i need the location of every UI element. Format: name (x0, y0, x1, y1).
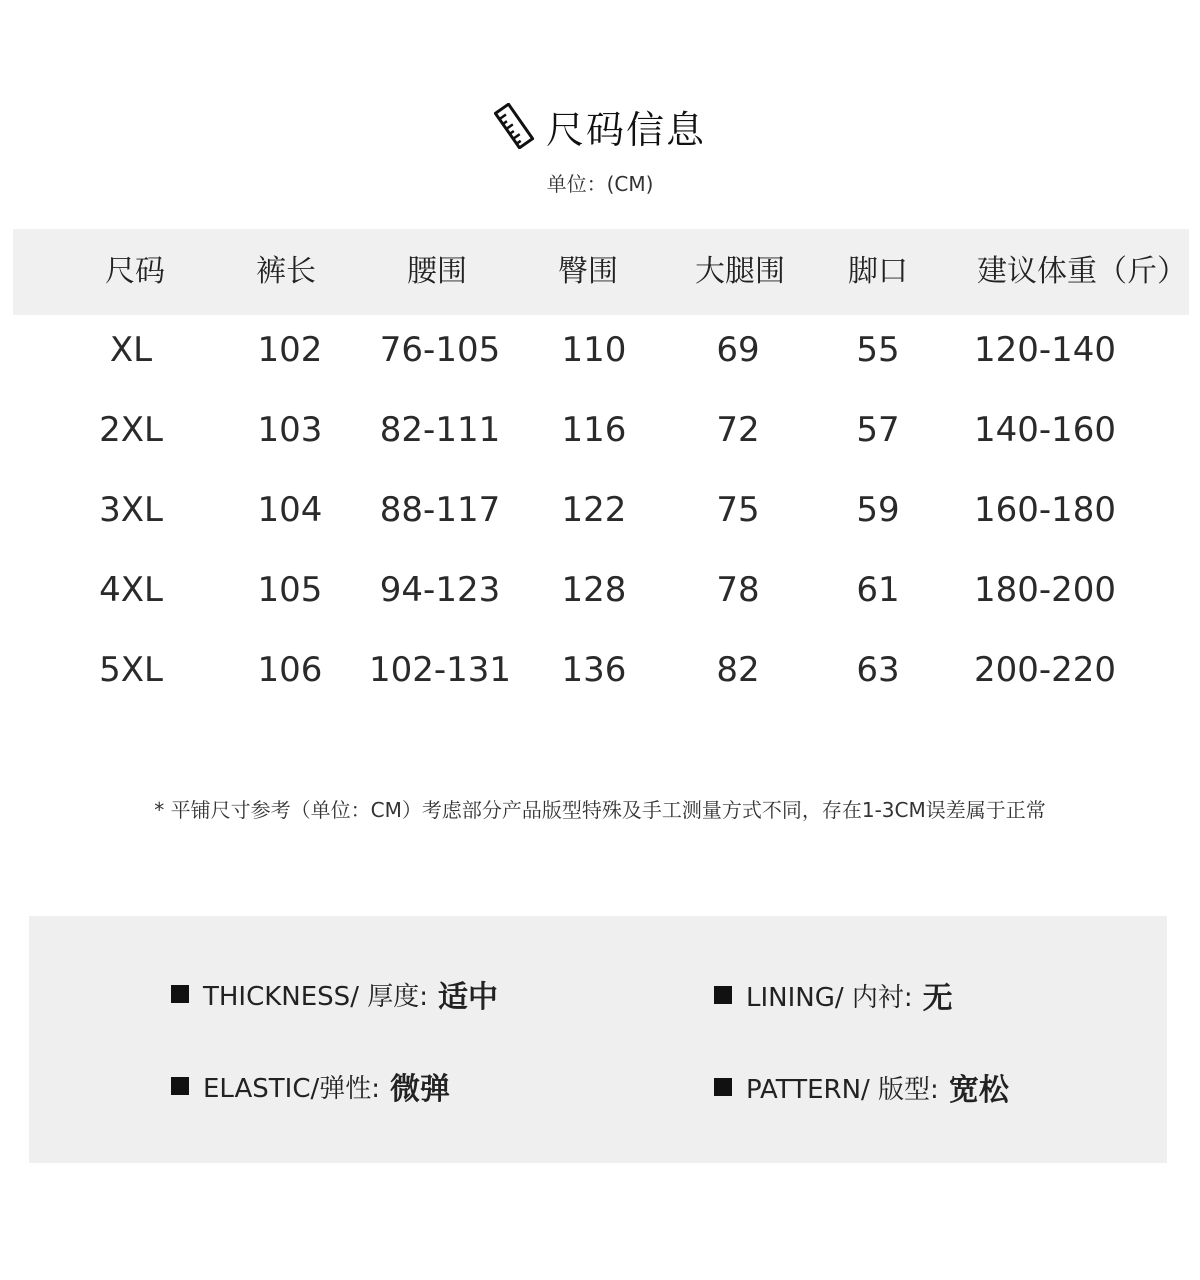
square-bullet-icon (171, 1077, 189, 1095)
table-cell: 104 (257, 490, 323, 530)
square-bullet-icon (171, 985, 189, 1003)
column-header: 臀围 (558, 254, 618, 289)
square-bullet-icon (714, 1078, 732, 1096)
table-cell: 106 (257, 650, 323, 690)
table-cell: 102-131 (368, 650, 512, 690)
table-cell: 3XL (99, 490, 163, 530)
section-title (0, 98, 1200, 154)
column-header: 腰围 (407, 254, 467, 289)
page-title: 尺码信息 (545, 107, 706, 152)
attribute-value: 微弹 (390, 1072, 451, 1107)
table-cell: 136 (561, 650, 627, 690)
table-cell: 180-200 (973, 570, 1117, 610)
attribute-value: 适中 (437, 980, 498, 1015)
table-cell: 105 (257, 570, 323, 610)
square-bullet-icon (714, 986, 732, 1004)
attribute-label: ELASTIC/弹性: (203, 1073, 381, 1104)
attribute-label: LINING/ 内衬: (746, 982, 913, 1013)
attribute-label: THICKNESS/ 厚度: (203, 981, 428, 1012)
attribute-lining (714, 973, 953, 1017)
attribute-elastic (171, 1064, 450, 1108)
column-header: 建议体重（斤） (977, 254, 1187, 289)
attribute-value: 宽松 (948, 1073, 1009, 1108)
attribute-label: PATTERN/ 版型: (746, 1074, 939, 1105)
attribute-thickness (171, 972, 498, 1016)
table-cell: 140-160 (973, 410, 1117, 450)
table-cell: 160-180 (973, 490, 1117, 530)
table-cell: 57 (856, 410, 900, 450)
table-cell: 72 (716, 410, 760, 450)
ruler-icon (494, 103, 534, 149)
table-cell: 4XL (99, 570, 163, 610)
unit-label: 单位：(CM) (546, 172, 654, 196)
table-cell: 63 (856, 650, 900, 690)
attribute-value: 无 (922, 981, 953, 1016)
attribute-pattern (714, 1065, 1009, 1109)
column-header: 大腿围 (695, 254, 785, 289)
table-cell: 110 (561, 330, 627, 370)
table-row (13, 310, 1189, 390)
table-row (13, 630, 1189, 710)
table-cell: 128 (561, 570, 627, 610)
table-cell: 82-111 (379, 410, 501, 450)
column-header: 脚口 (848, 254, 908, 289)
table-cell: 88-117 (379, 490, 501, 530)
table-cell: 120-140 (973, 330, 1117, 370)
table-row (13, 470, 1189, 550)
table-cell: 5XL (99, 650, 163, 690)
table-cell: 75 (716, 490, 760, 530)
size-table (13, 229, 1189, 715)
table-cell: 69 (716, 330, 760, 370)
table-row (13, 390, 1189, 470)
table-cell: 78 (716, 570, 760, 610)
table-cell: 82 (716, 650, 760, 690)
table-cell: 76-105 (379, 330, 501, 370)
table-cell: 59 (856, 490, 900, 530)
column-header: 尺码 (105, 254, 165, 289)
attributes-panel (29, 916, 1167, 1163)
table-cell: 116 (561, 410, 627, 450)
table-cell: 55 (856, 330, 900, 370)
table-cell: 102 (257, 330, 323, 370)
column-header: 裤长 (256, 254, 316, 289)
table-cell: 2XL (99, 410, 163, 450)
table-cell: 122 (561, 490, 627, 530)
table-cell: 61 (856, 570, 900, 610)
table-row (13, 550, 1189, 630)
table-cell: 103 (257, 410, 323, 450)
table-body (13, 315, 1189, 715)
table-cell: 94-123 (379, 570, 501, 610)
table-cell: XL (109, 330, 153, 370)
table-header (13, 229, 1189, 315)
table-cell: 200-220 (973, 650, 1117, 690)
measurement-note: * 平铺尺寸参考（单位：CM）考虑部分产品版型特殊及手工测量方式不同，存在1-3CM误差属于正常 (154, 798, 1046, 822)
